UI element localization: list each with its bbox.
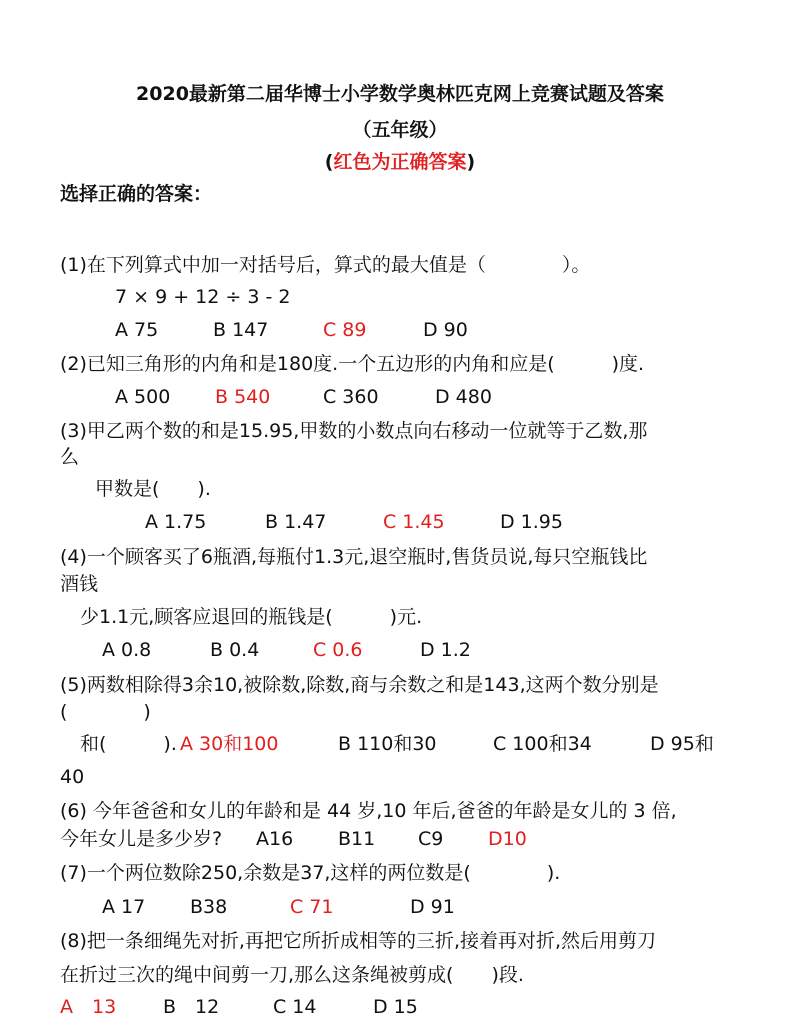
question-5-line-1: (5)两数相除得3余10,被除数,除数,商与余数之和是143,这两个数分别是 — [60, 674, 659, 696]
q2-option-a: A 500 — [115, 386, 171, 408]
question-7-text: (7)一个两位数除250,余数是37,这样的两位数是( ). — [60, 862, 561, 884]
q2-option-d: D 480 — [435, 386, 492, 408]
q7-option-c-correct: C 71 — [290, 896, 334, 918]
q7-option-a: A 17 — [102, 896, 146, 918]
question-4-line-1: (4)一个顾客买了6瓶酒,每瓶付1.3元,退空瓶时,售货员说,每只空瓶钱比 — [60, 546, 648, 568]
q6-option-a: A16 — [256, 828, 294, 850]
instruction: 选择正确的答案： — [60, 183, 213, 205]
q1-option-c-correct: C 89 — [323, 319, 367, 341]
q8-option-c: C 14 — [273, 996, 317, 1018]
answer-note — [0, 151, 800, 173]
q8-option-b: B 12 — [163, 996, 220, 1018]
question-1-text: (1)在下列算式中加一对括号后，算式的最大值是（ ）。 — [60, 254, 591, 276]
q8-option-d: D 15 — [373, 996, 418, 1018]
q1-option-a: A 75 — [115, 319, 159, 341]
q4-option-d: D 1.2 — [420, 639, 471, 661]
q3-option-c-correct: C 1.45 — [383, 511, 445, 533]
q6-option-b: B11 — [338, 828, 376, 850]
question-6-line-1: (6) 今年爸爸和女儿的年龄和是 44 岁,10 年后,爸爸的年龄是女儿的 3 倍, — [60, 800, 677, 822]
q7-option-d: D 91 — [410, 896, 455, 918]
answer-note-red: 红色为正确答案 — [333, 151, 467, 173]
q2-option-b-correct: B 540 — [215, 386, 271, 408]
q2-option-c: C 360 — [323, 386, 379, 408]
q1-option-b: B 147 — [213, 319, 269, 341]
question-4-line-2: 酒钱 — [60, 573, 99, 595]
q6-option-c: C9 — [418, 828, 444, 850]
q4-option-b: B 0.4 — [210, 639, 260, 661]
question-2-text: (2)已知三角形的内角和是180度.一个五边形的内角和应是( )度. — [60, 353, 645, 375]
q5-option-a-correct: A 30和100 — [180, 733, 279, 755]
q4-option-c-correct: C 0.6 — [313, 639, 363, 661]
q3-option-a: A 1.75 — [145, 511, 207, 533]
q5-option-c: C 100和34 — [493, 733, 592, 755]
question-6-line-2: 今年女儿是多少岁? — [60, 828, 223, 850]
q6-option-d-correct: D10 — [488, 828, 527, 850]
q4-option-a: A 0.8 — [102, 639, 152, 661]
grade-label: （五年级） — [352, 119, 448, 141]
answer-note-close: ) — [466, 151, 476, 173]
question-8-line-2: 在折过三次的绳中间剪一刀,那么这条绳被剪成( )段. — [60, 964, 524, 986]
q1-option-d: D 90 — [423, 319, 468, 341]
question-1-expression: 7 × 9 + 12 ÷ 3 - 2 — [115, 286, 291, 308]
question-4-line-3: 少1.1元,顾客应退回的瓶钱是( )元. — [80, 606, 423, 628]
q3-option-d: D 1.95 — [500, 511, 563, 533]
question-3-line-3: 甲数是( ). — [95, 478, 211, 500]
question-5-prefix: 和( ). — [80, 733, 177, 755]
q5-option-d-tail: 40 — [60, 766, 85, 788]
answer-note-open: ( — [324, 151, 334, 173]
document-title: 2020最新第二届华博士小学数学奥林匹克网上竞赛试题及答案 — [136, 83, 664, 105]
q7-option-b: B38 — [190, 896, 228, 918]
q5-option-d: D 95和 — [650, 733, 714, 755]
question-3-line-2: 么 — [60, 446, 80, 468]
question-5-line-2: ( ) — [60, 701, 151, 723]
q8-option-a-correct: A 13 — [60, 996, 117, 1018]
question-3-line-1: (3)甲乙两个数的和是15.95,甲数的小数点向右移动一位就等于乙数,那 — [60, 420, 648, 442]
q5-option-b: B 110和30 — [338, 733, 437, 755]
q3-option-b: B 1.47 — [265, 511, 327, 533]
question-8-line-1: (8)把一条细绳先对折,再把它所折成相等的三折,接着再对折,然后用剪刀 — [60, 930, 657, 952]
